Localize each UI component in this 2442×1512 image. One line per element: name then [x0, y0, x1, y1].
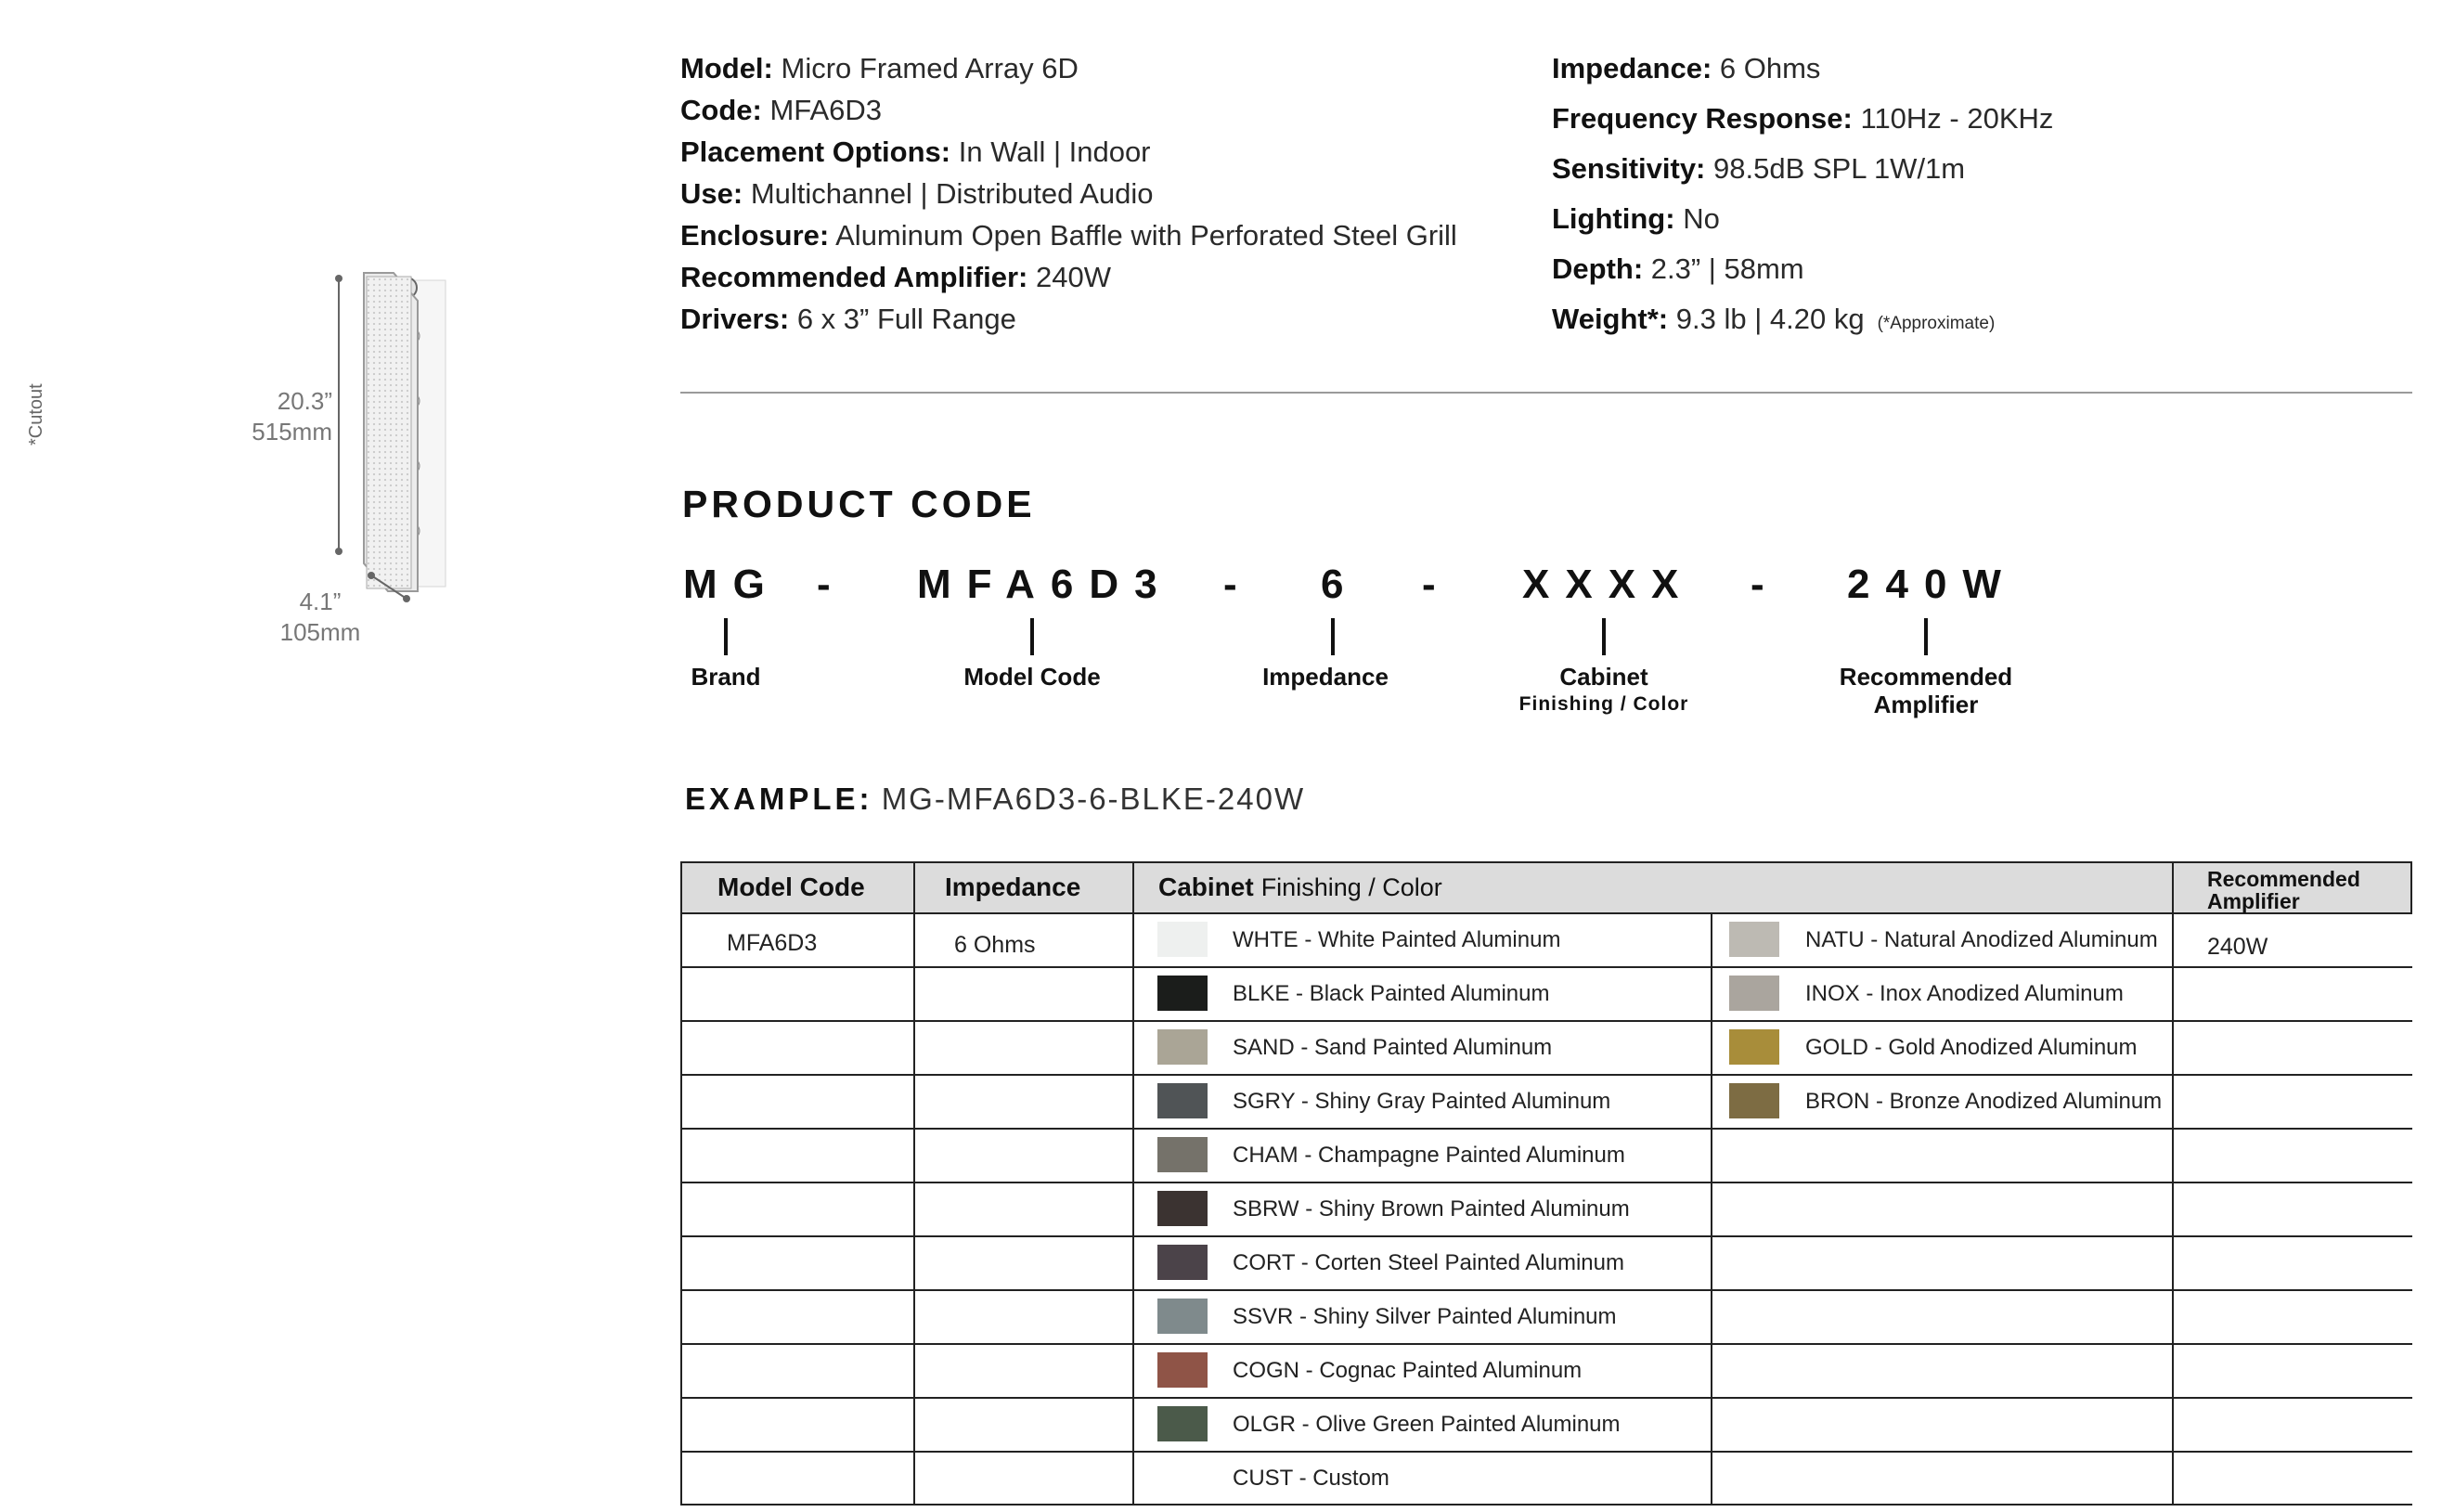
column-divider	[1711, 912, 1712, 1504]
finish-label: NATU - Natural Anodized Aluminum	[1805, 927, 2158, 952]
example-code	[685, 782, 1305, 817]
spec-label: Lighting:	[1552, 202, 1675, 235]
finish-swatch	[1157, 1029, 1208, 1065]
code-separator: -	[1751, 562, 1764, 607]
row-divider	[680, 1397, 2412, 1399]
finish-label: SSVR - Shiny Silver Painted Aluminum	[1233, 1304, 1617, 1329]
spec-amplifier	[680, 257, 1111, 298]
spec-code	[680, 90, 882, 131]
header-amplifier-line2: Amplifier	[2207, 889, 2300, 913]
row-divider	[680, 966, 2412, 968]
code-label-impedance	[1262, 663, 1389, 691]
code-label-sub: Amplifier	[1873, 691, 1979, 718]
finish-label: BLKE - Black Painted Aluminum	[1233, 981, 1550, 1006]
finish-swatch	[1729, 1083, 1779, 1118]
cell-amplifier: 240W	[2207, 934, 2268, 960]
spec-value: 6 x 3” Full Range	[796, 303, 1016, 335]
spec-value: Aluminum Open Baffle with Perforated Steel Grill	[835, 219, 1457, 252]
finish-swatch	[1157, 1299, 1208, 1334]
code-label-sub: Finishing / Color	[1518, 693, 1689, 715]
finish-label: GOLD - Gold Anodized Aluminum	[1805, 1035, 2138, 1060]
finish-swatch	[1729, 976, 1779, 1011]
cutout-label: *Cutout	[26, 383, 46, 446]
code-label-main: Brand	[691, 663, 761, 691]
header-impedance: Impedance	[945, 872, 1081, 901]
spec-frequency	[1552, 98, 2053, 139]
column-divider	[680, 861, 682, 1504]
width-mm: 105mm	[279, 618, 361, 646]
spec-weight	[1552, 299, 1995, 344]
spec-label: Drivers:	[680, 303, 790, 335]
finish-swatch	[1157, 1191, 1208, 1226]
example-label: EXAMPLE:	[685, 782, 873, 816]
code-label-model	[963, 663, 1100, 691]
code-separator: -	[1422, 562, 1436, 607]
spec-label: Code:	[680, 94, 762, 126]
spec-value: Multichannel | Distributed Audio	[750, 177, 1154, 210]
finish-label: BRON - Bronze Anodized Aluminum	[1805, 1089, 2163, 1114]
spec-label: Impedance:	[1552, 52, 1712, 84]
finish-swatch	[1157, 976, 1208, 1011]
divider	[680, 392, 2412, 394]
code-segment-model: MFA6D3	[917, 562, 1173, 607]
code-label-cabinet	[1519, 663, 1689, 718]
spec-value: In Wall | Indoor	[958, 136, 1151, 168]
spec-value: 6 Ohms	[1719, 52, 1821, 84]
header-cabinet	[1158, 872, 1442, 902]
finish-swatch	[1157, 1083, 1208, 1118]
code-separator: -	[817, 562, 831, 607]
spec-placement	[680, 132, 1151, 173]
column-divider	[2172, 861, 2174, 1504]
row-divider	[680, 1504, 2412, 1506]
spec-label: Frequency Response:	[1552, 102, 1853, 135]
table-header	[680, 861, 2412, 914]
code-tick	[1602, 618, 1606, 655]
height-inches: 20.3”	[277, 387, 332, 415]
finish-swatch	[1157, 1352, 1208, 1388]
column-divider	[913, 861, 915, 1504]
finish-label: SGRY - Shiny Gray Painted Aluminum	[1233, 1089, 1611, 1114]
finish-label: WHTE - White Painted Aluminum	[1233, 927, 1561, 952]
spec-drivers	[680, 299, 1016, 340]
spec-value: 9.3 lb | 4.20 kg	[1675, 303, 1865, 335]
code-label-main: Impedance	[1262, 663, 1389, 691]
spec-label: Depth:	[1552, 252, 1644, 285]
spec-value: Micro Framed Array 6D	[781, 52, 1079, 84]
code-label-amplifier	[1840, 663, 2012, 718]
column-divider	[1132, 861, 1134, 1504]
code-separator: -	[1223, 562, 1237, 607]
code-tick	[1030, 618, 1034, 655]
product-code-title: PRODUCT CODE	[682, 483, 1036, 525]
spec-sensitivity	[1552, 149, 1965, 189]
header-amplifier	[2207, 868, 2360, 912]
header-model-code: Model Code	[717, 872, 865, 901]
width-inches: 4.1”	[299, 588, 342, 615]
spec-value: 240W	[1036, 261, 1111, 293]
row-divider	[680, 1451, 2412, 1453]
finish-label: OLGR - Olive Green Painted Aluminum	[1233, 1412, 1621, 1437]
spec-enclosure	[680, 215, 1457, 256]
finish-label: CUST - Custom	[1233, 1466, 1389, 1491]
finish-label: COGN - Cognac Painted Aluminum	[1233, 1358, 1583, 1383]
spec-value: 110Hz - 20KHz	[1860, 102, 2054, 135]
finish-swatch	[1729, 1029, 1779, 1065]
cell-impedance: 6 Ohms	[954, 932, 1036, 958]
finish-label: SBRW - Shiny Brown Painted Aluminum	[1233, 1196, 1630, 1221]
column-divider	[2410, 861, 2412, 912]
finish-table	[680, 861, 2412, 1506]
row-divider	[680, 1020, 2412, 1022]
code-segment-brand: MG	[683, 562, 781, 607]
header-amplifier-line1: Recommended	[2207, 867, 2360, 891]
code-label-main: Recommended	[1839, 663, 2013, 691]
spec-label: Placement Options:	[680, 136, 951, 168]
spec-value: MFA6D3	[769, 94, 883, 126]
row-divider	[680, 1128, 2412, 1130]
finish-swatch	[1157, 922, 1208, 957]
finish-label: CORT - Corten Steel Painted Aluminum	[1233, 1250, 1624, 1275]
code-label-main: Cabinet	[1559, 663, 1648, 691]
example-value: MG-MFA6D3-6-BLKE-240W	[881, 782, 1306, 816]
code-tick	[1331, 618, 1335, 655]
finish-swatch	[1157, 1245, 1208, 1280]
code-tick	[1924, 618, 1928, 655]
code-segment-cabinet: XXXX	[1522, 562, 1695, 607]
finish-swatch	[1157, 1137, 1208, 1172]
spec-label: Use:	[680, 177, 743, 210]
spec-label: Weight*:	[1552, 303, 1669, 335]
cell-model-code: MFA6D3	[727, 930, 818, 956]
spec-value: 2.3” | 58mm	[1650, 252, 1804, 285]
spec-value: 98.5dB SPL 1W/1m	[1713, 152, 1966, 185]
code-label-brand	[691, 663, 760, 691]
height-mm: 515mm	[252, 418, 332, 446]
spec-note: (*Approximate)	[1877, 314, 1996, 333]
finish-label: INOX - Inox Anodized Aluminum	[1805, 981, 2124, 1006]
dimension-lines	[325, 269, 418, 622]
spec-use	[680, 174, 1154, 214]
width-dimension	[269, 587, 371, 648]
code-label-main: Model Code	[963, 663, 1101, 691]
spec-value: No	[1683, 202, 1720, 235]
spec-impedance	[1552, 48, 1820, 89]
spec-model	[680, 48, 1079, 89]
code-segment-impedance: 6	[1321, 562, 1360, 607]
spec-depth	[1552, 249, 1804, 290]
header-cabinet-sub: Finishing / Color	[1260, 873, 1442, 901]
spec-label: Sensitivity:	[1552, 152, 1706, 185]
finish-label: SAND - Sand Painted Aluminum	[1233, 1035, 1553, 1060]
row-divider	[680, 1235, 2412, 1237]
row-divider	[680, 1182, 2412, 1183]
row-divider	[680, 1074, 2412, 1076]
finish-swatch	[1157, 1406, 1208, 1441]
code-tick	[724, 618, 728, 655]
spec-label: Model:	[680, 52, 773, 84]
height-dimension	[223, 386, 332, 447]
code-segment-amplifier: 240W	[1847, 562, 2017, 607]
spec-lighting	[1552, 199, 1720, 239]
finish-label: CHAM - Champagne Painted Aluminum	[1233, 1143, 1625, 1168]
spec-label: Recommended Amplifier:	[680, 261, 1028, 293]
finish-swatch	[1729, 922, 1779, 957]
header-cabinet-main: Cabinet	[1158, 872, 1254, 901]
row-divider	[680, 1343, 2412, 1345]
row-divider	[680, 1289, 2412, 1291]
spec-label: Enclosure:	[680, 219, 830, 252]
